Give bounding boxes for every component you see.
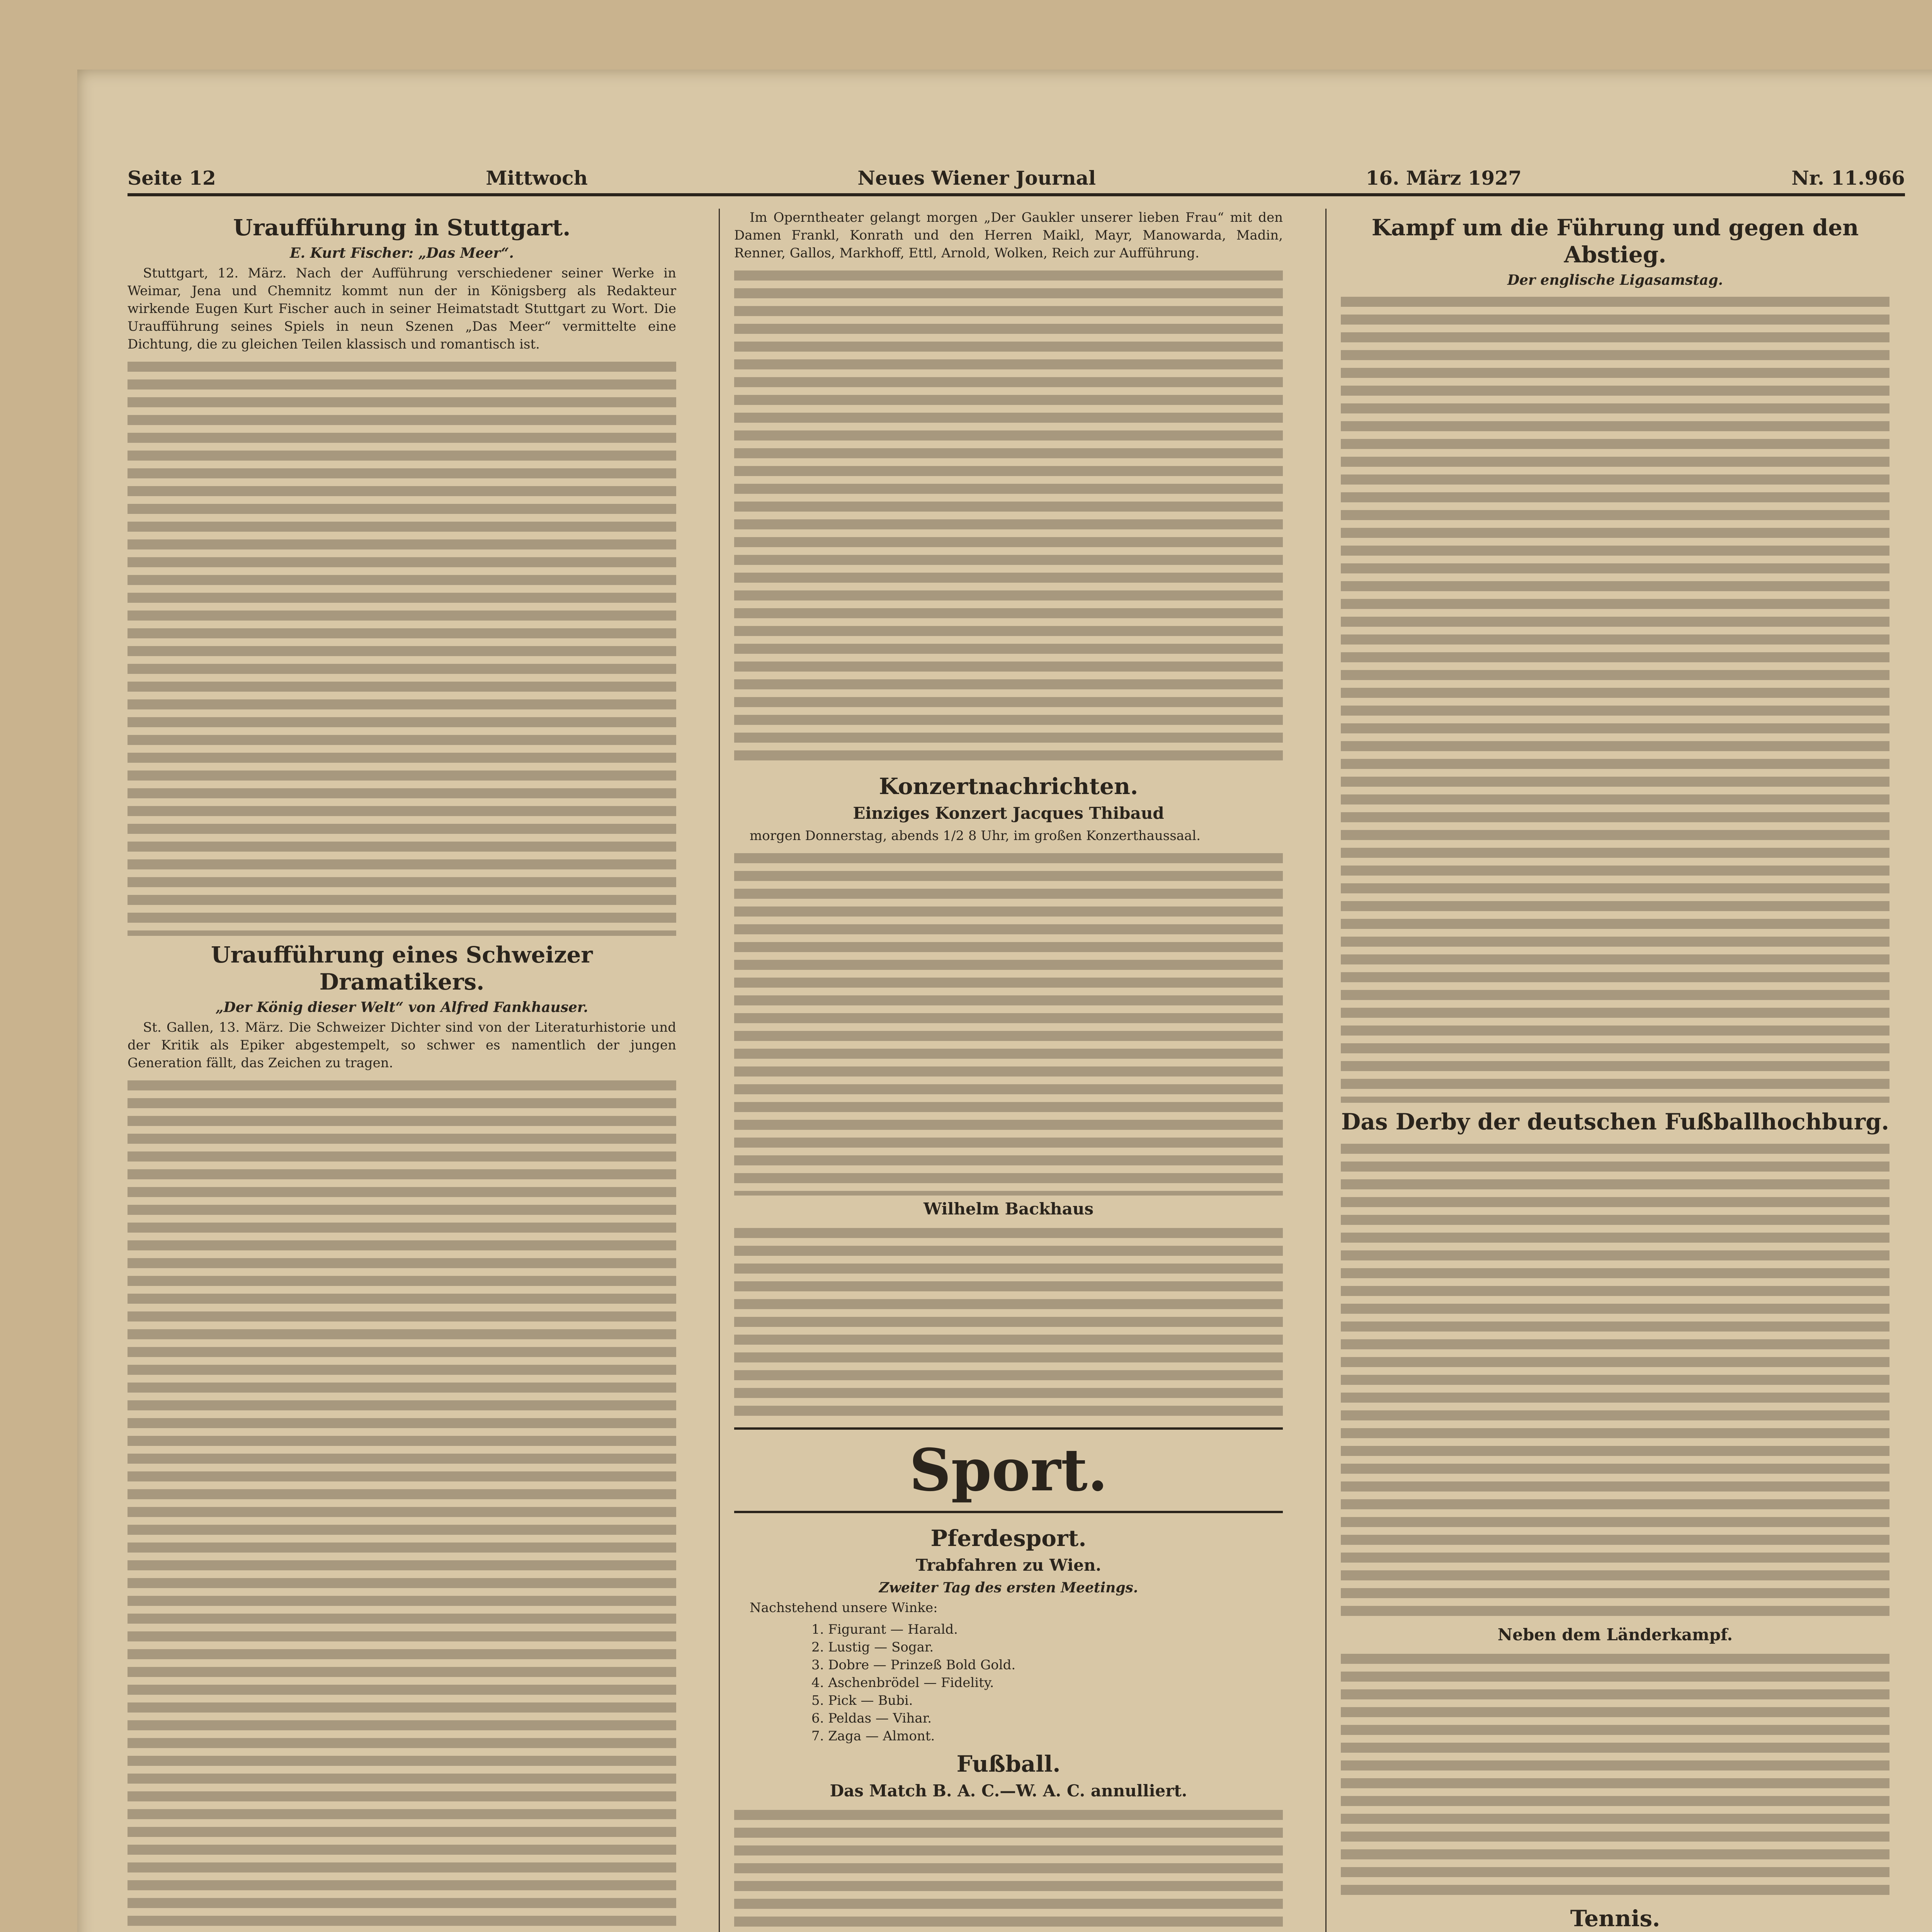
page-number: Seite 12: [128, 167, 216, 189]
headline: Trabfahren zu Wien.: [915, 1556, 1101, 1575]
headline: Kampf um die Führung und gegen den Abstieg.: [1371, 214, 1859, 268]
list-item: 7. Zaga — Almont.: [811, 1728, 935, 1744]
headline: Das Match B. A. C.—W. A. C. annulliert.: [830, 1781, 1187, 1800]
column-divider: [719, 209, 720, 1932]
article-text-block: [734, 265, 1283, 767]
tips-intro: Nachstehend unsere Winke:: [750, 1600, 938, 1616]
issue-date: 16. März 1927: [1366, 167, 1522, 189]
headline: Wilhelm Backhaus: [923, 1199, 1094, 1218]
headline: Tennis.: [1570, 1905, 1660, 1932]
section-title-sport: Sport.: [734, 1427, 1283, 1513]
article-text-block: [734, 1223, 1283, 1416]
article-text: Stuttgart, 12. März. Nach der Aufführung verschiedener seiner Werke in Weimar, Jena und Chemnitz kommt nun der in Königsberg als Redakteur wirkende Eugen Kurt Fischer auch in seiner Heimatstadt Stuttgart zu Wort. Die Uraufführung seines Spiels in neun Szenen „Das Meer“ vermittelte eine Dichtung, die zu gleichen Teilen klassisch und romantisch ist.: [128, 265, 676, 352]
list-item: 3. Dobre — Prinzeß Bold Gold.: [811, 1657, 1016, 1673]
article-text-block: [734, 848, 1283, 1196]
headline: Uraufführung eines Schweizer Dramatikers.: [211, 942, 593, 995]
article-text: morgen Donnerstag, abends 1/2 8 Uhr, im großen Konzerthaussaal.: [750, 828, 1201, 844]
article-text-block: [128, 356, 676, 936]
column-left: [128, 209, 676, 1932]
header-rule: [128, 193, 1905, 196]
subheadline: „Der König dieser Welt“ von Alfred Fankhauser.: [215, 999, 588, 1015]
subheadline: Zweiter Tag des ersten Meetings.: [879, 1580, 1138, 1596]
masthead: [128, 155, 1905, 189]
issue-number: Nr. 11.966: [1791, 167, 1905, 189]
headline: Konzertnachrichten.: [879, 773, 1138, 799]
subheadline: Der englische Ligasamstag.: [1507, 272, 1723, 288]
article-text-block: [1341, 1648, 1889, 1900]
article-text-block: [734, 1804, 1283, 1932]
weekday: Mittwoch: [486, 167, 588, 189]
article-text: St. Gallen, 13. März. Die Schweizer Dichter sind von der Literaturhistorie und der Kritik als Epiker abgestempelt, so schwer es namentlich der jungen Generation fällt, das Zeichen zu tragen.: [128, 1020, 676, 1071]
column-divider: [1325, 209, 1327, 1932]
article-text-block: [1341, 291, 1889, 1103]
column-right: [1341, 209, 1889, 1932]
list-item: 2. Lustig — Sogar.: [811, 1639, 934, 1655]
list-item: 1. Figurant — Harald.: [811, 1622, 958, 1637]
headline: Uraufführung in Stuttgart.: [233, 214, 571, 241]
article-text: Im Operntheater gelangt morgen „Der Gaukler unserer lieben Frau“ mit den Damen Frankl, Konrath und den Herren Maikl, Mayr, Manowarda, Madin, Renner, Gallos, Markhoff, Ettl, Arnold, Wolken, Reich zur Aufführung.: [734, 210, 1283, 261]
article-text-block: [128, 1075, 676, 1932]
column-middle: [734, 209, 1283, 1932]
article-text-block: [1341, 1138, 1889, 1621]
headline: Pferdesport.: [930, 1525, 1087, 1551]
paper-title: Neues Wiener Journal: [857, 167, 1096, 189]
list-item: 4. Aschenbrödel — Fidelity.: [811, 1675, 994, 1690]
subheadline: E. Kurt Fischer: „Das Meer“.: [290, 245, 514, 261]
headline: Einziges Konzert Jacques Thibaud: [853, 804, 1164, 823]
tips-list: [734, 1621, 1283, 1745]
headline: Fußball.: [956, 1751, 1061, 1777]
headline: Neben dem Länderkampf.: [1497, 1625, 1733, 1644]
headline: Das Derby der deutschen Fußballhochburg.: [1341, 1109, 1889, 1135]
list-item: 6. Peldas — Vihar.: [811, 1711, 932, 1726]
list-item: 5. Pick — Bubi.: [811, 1693, 913, 1708]
